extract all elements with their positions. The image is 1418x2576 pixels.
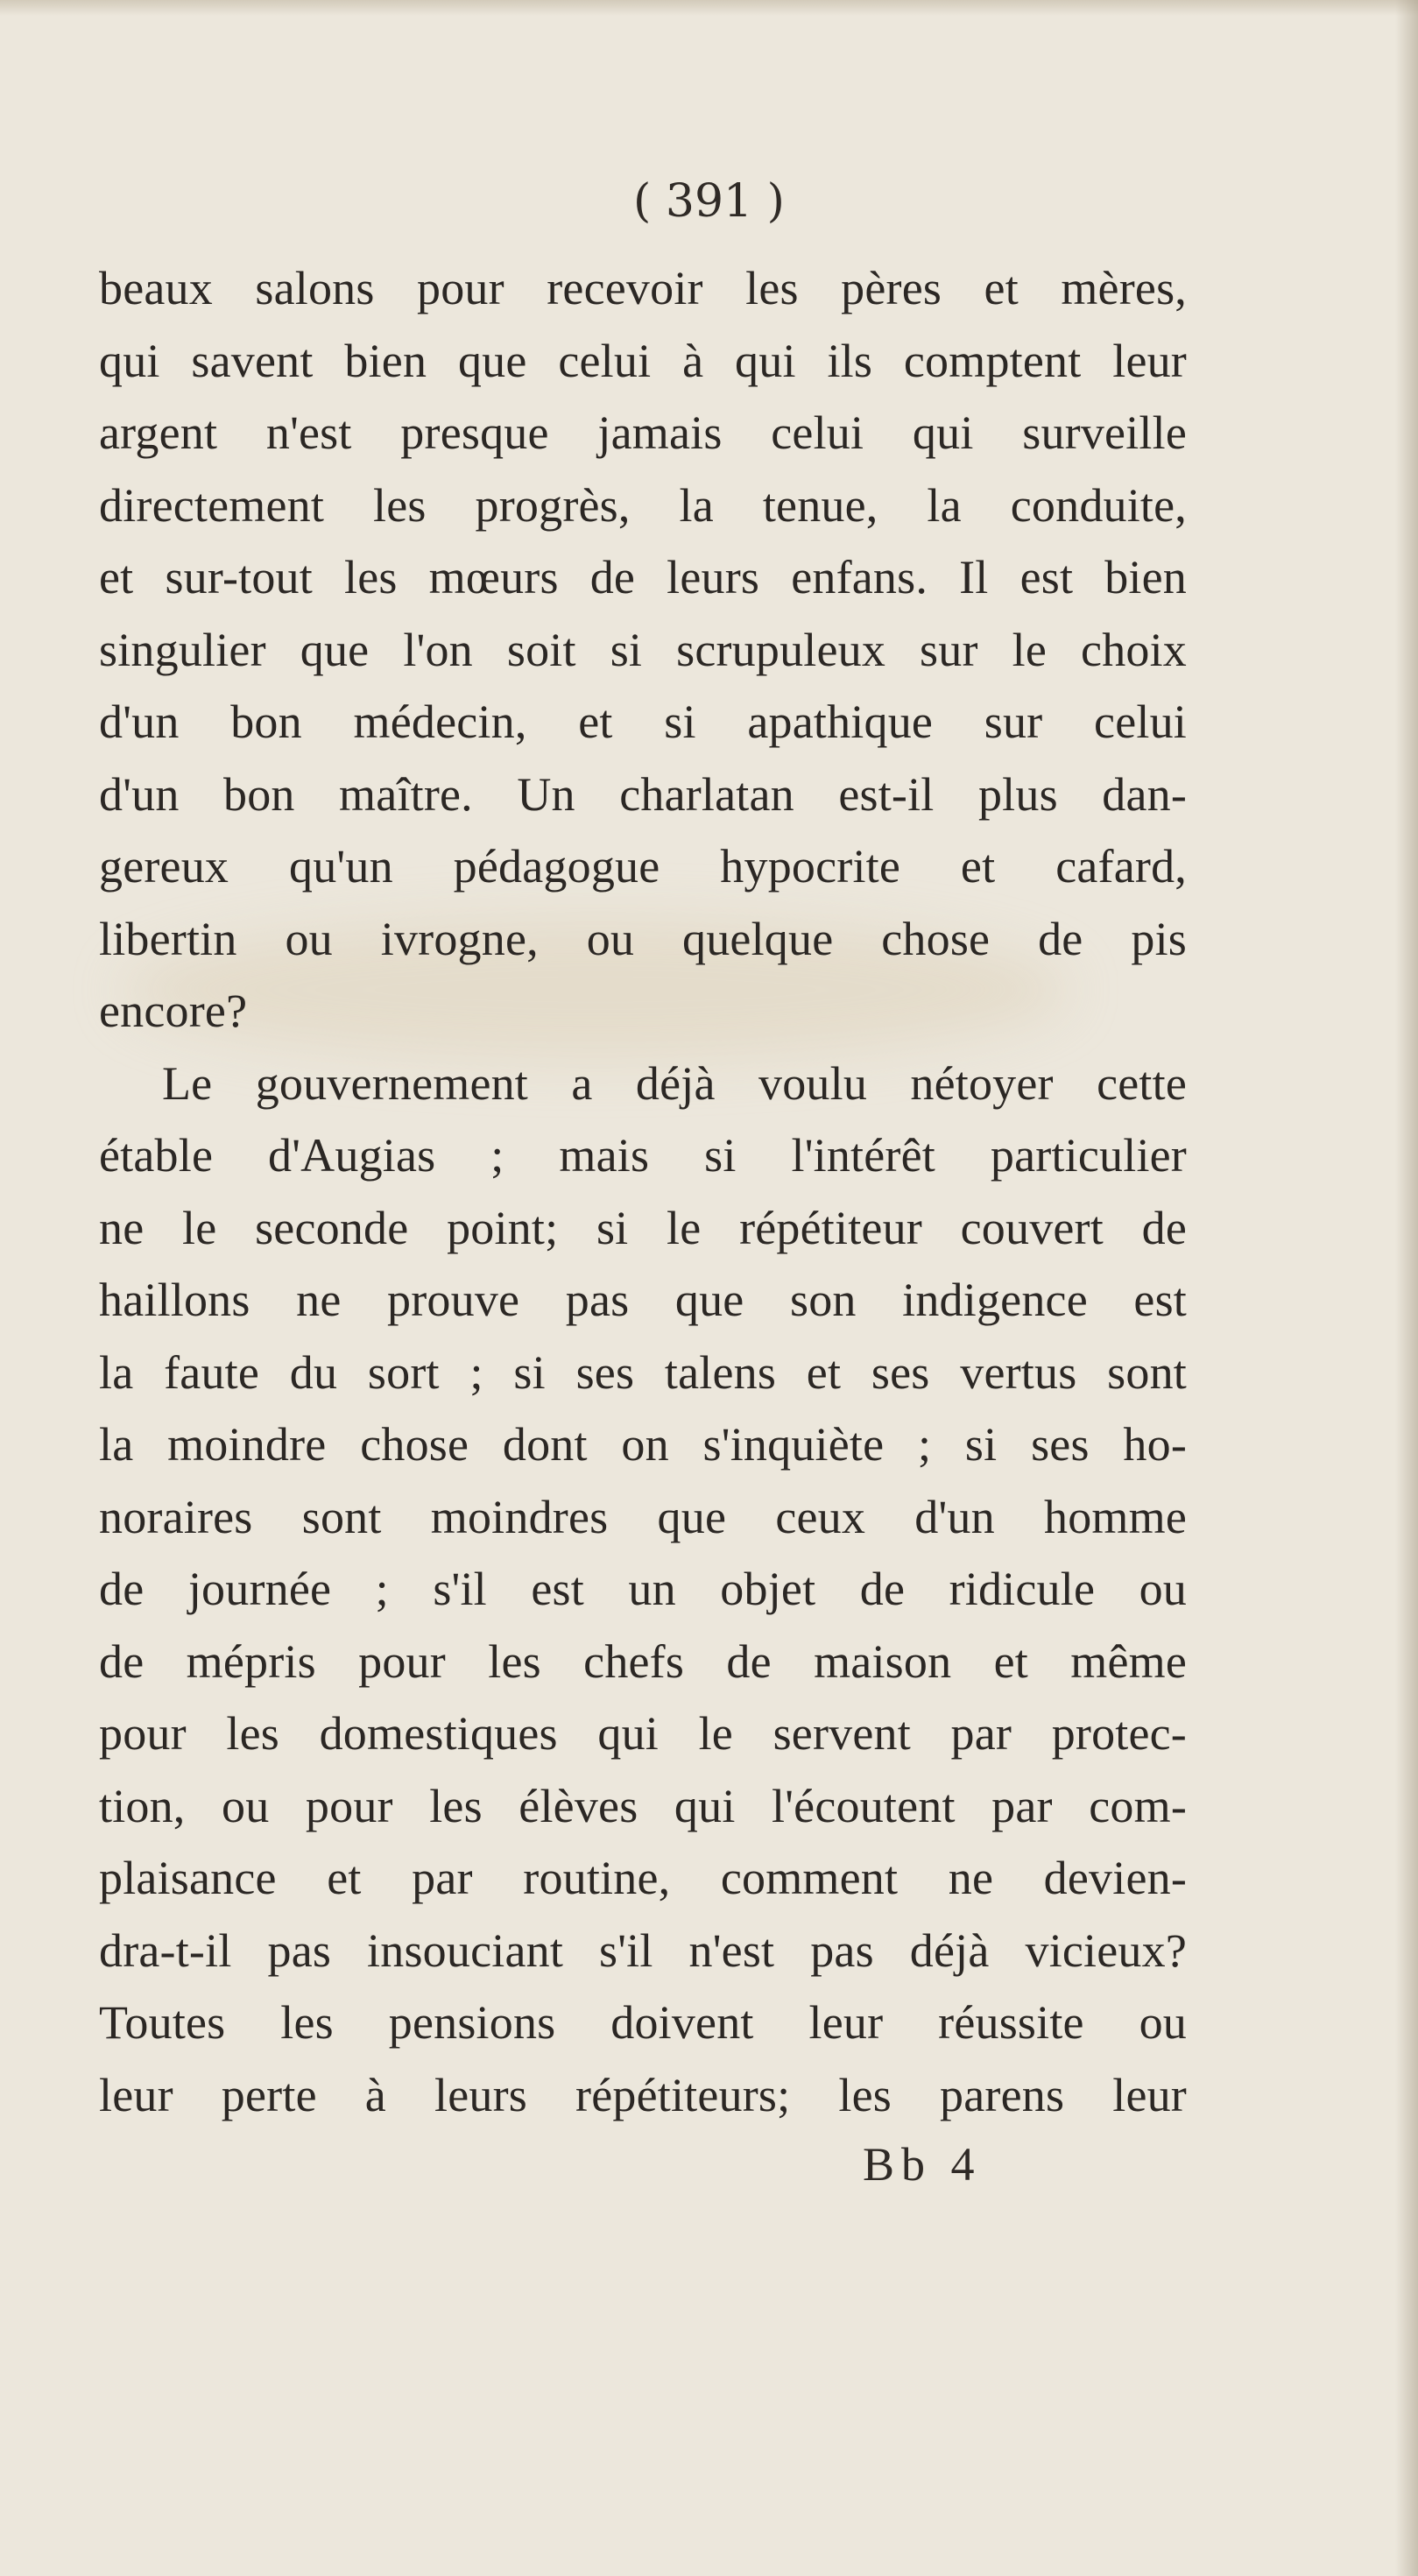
text-line: ne le seconde point; si le répétiteur couvert de — [99, 1201, 1187, 1254]
text-line: dra-t-il pas insouciant s'il n'est pas déjà vicieux? — [99, 1923, 1187, 1977]
text-line: noraires sont moindres que ceux d'un homme — [99, 1490, 1187, 1543]
signature-mark: Bb 4 — [863, 2138, 982, 2191]
text-line: plaisance et par routine, comment ne devien- — [99, 1852, 1187, 1904]
text-line: gereux qu'un pédagogue hypocrite et cafard, — [99, 840, 1187, 893]
text-line: et sur-tout les mœurs de leurs enfans. Il est bien — [99, 551, 1187, 603]
page-edge-shadow — [1395, 0, 1418, 2576]
text-line: la faute du sort ; si ses talens et ses vertus sont — [99, 1345, 1187, 1399]
text-line: d'un bon médecin, et si apathique sur celui — [99, 695, 1187, 748]
text-line: la moindre chose dont on s'inquiète ; si ses ho- — [99, 1418, 1187, 1471]
text-line: d'un bon maître. Un charlatan est-il plus dan- — [99, 767, 1187, 821]
text-line: encore? — [99, 985, 248, 1037]
paragraph-first-line: Le gouvernement a déjà voulu nétoyer cette — [162, 1056, 1187, 1110]
text-line: qui savent bien que celui à qui ils comptent leur — [99, 334, 1187, 387]
text-line: de mépris pour les chefs de maison et même — [99, 1634, 1187, 1688]
text-line: libertin ou ivrogne, ou quelque chose de pis — [99, 912, 1187, 965]
text-line: pour les domestiques qui le servent par protec- — [99, 1707, 1187, 1760]
text-line: étable d'Augias ; mais si l'intérêt particulier — [99, 1129, 1187, 1182]
text-line: tion, ou pour les élèves qui l'écoutent par com- — [99, 1779, 1187, 1832]
text-line: leur perte à leurs répétiteurs; les parens leur — [99, 2068, 1187, 2121]
text-line: Toutes les pensions doivent leur réussite ou — [99, 1996, 1187, 2049]
text-line: haillons ne prouve pas que son indigence est — [99, 1274, 1187, 1326]
text-line: singulier que l'on soit si scrupuleux sur le choix — [99, 623, 1187, 676]
page-top-shadow — [0, 0, 1418, 16]
text-line: de journée ; s'il est un objet de ridicule ou — [99, 1563, 1187, 1615]
text-line: directement les progrès, la tenue, la conduite, — [99, 478, 1187, 532]
text-line: argent n'est presque jamais celui qui surveille — [99, 406, 1187, 459]
text-line: beaux salons pour recevoir les pères et mères, — [99, 262, 1187, 314]
body-text — [99, 252, 1187, 2131]
page-number: ( 391 ) — [633, 175, 785, 228]
